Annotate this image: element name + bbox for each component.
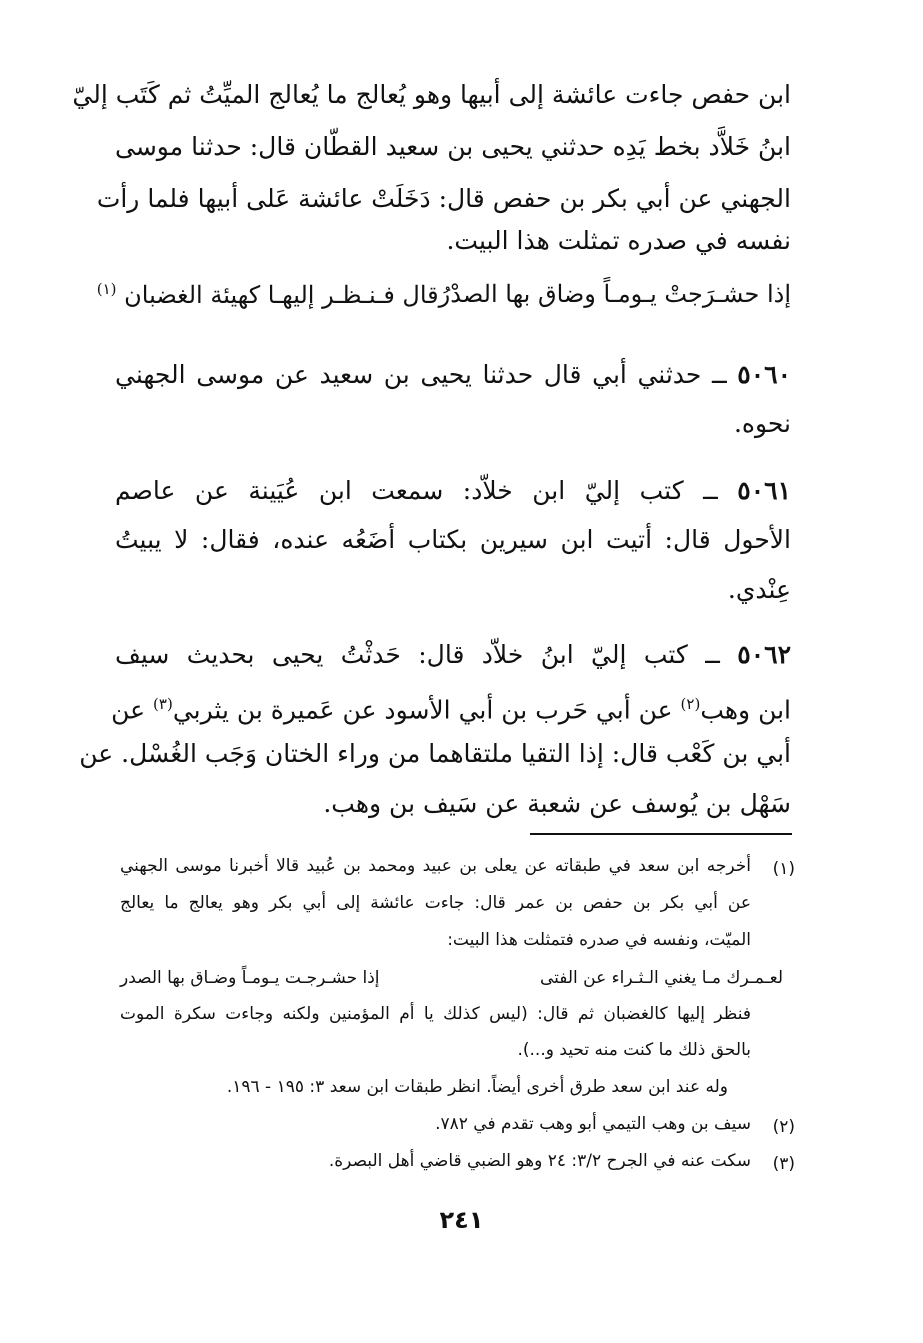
text-line: نحوه.	[733, 409, 791, 438]
hadith-number: ٥٠٦٠	[737, 360, 791, 389]
footnote-number: (٢)	[772, 1117, 795, 1137]
verse-second-hemistich: إذا حشـرجـت يـومـاً وضـاق بها الصدر	[120, 968, 380, 988]
page-number: ٢٤١	[439, 1206, 484, 1234]
footnote-marker: (١)	[96, 279, 117, 298]
hadith-number: ٥٠٦٢	[737, 640, 792, 669]
footnote-line: بالحق ذلك ما كنت منه تحيد و...).	[517, 1040, 751, 1060]
footnote-separator	[530, 833, 792, 835]
verse-second-hemistich: قال فـنـظـر إليهـا كهيئة الغضبان $^{(١)}$	[96, 279, 439, 309]
verse-first-hemistich: لعـمـرك مـا يغني الـثـراء عن الفتى	[539, 968, 783, 988]
footnote-verse	[120, 963, 783, 993]
footnote-line: وله عند ابن سعد طرق أخرى أيضاً. انظر طبقات ابن سعد ٣: ١٩٥ - ١٩٦.	[226, 1077, 728, 1097]
footnote-marker: (٣)	[153, 695, 173, 713]
text-line: سَهْل بن يُوسف عن شعبة عن سَيف بن وهب.	[323, 789, 791, 818]
text-line: نفسه في صدره تمثلت هذا البيت.	[446, 226, 791, 255]
hadith-5060-line: ٥٠٦٠ ــ حدثني أبي قال حدثنا يحيى بن سعيد عن موسى الجهني	[115, 360, 791, 389]
text-line: عِنْدي.	[727, 575, 791, 604]
footnote-line: سكت عنه في الجرح ٣/٢: ٢٤ وهو الضبي قاضي أهل البصرة.	[328, 1151, 751, 1171]
footnote-line: أخرجه ابن سعد في طبقاته عن يعلى بن عبيد ومحمد بن عُبيد قالا أخبرنا موسى الجهني	[120, 856, 751, 876]
text-line: الأحول قال: أتيت ابن سيرين بكتاب أضَعُه عنده، فقال: لا يبيتُ	[115, 525, 791, 554]
verse-first-hemistich: إذا حشـرَجتْ يـومـاً وضاق بها الصدْرُ	[438, 280, 791, 308]
text-line: ابنُ خَلاَّد بخط يَدِه حدثني يحيى بن سعيد القطّان قال: حدثنا موسى	[115, 132, 791, 161]
footnote-line: الميّت، ونفسه في صدره فتمثلت هذا البيت:	[447, 930, 751, 950]
hadith-5061-line: ٥٠٦١ ــ كتب إليّ ابن خلاّد: سمعت ابن عُيَينة عن عاصم	[115, 476, 791, 505]
footnote-line: فنظر إليها كالغضبان ثم قال: (ليس كذلك يا أم المؤمنين ولكنه وجاءت سكرة الموت	[120, 1004, 751, 1024]
footnote-number: (٣)	[772, 1154, 795, 1174]
text-line: ابن حفص جاءت عائشة إلى أبيها وهو يُعالج ما يُعالج الميِّتُ ثم كَتَب إليّ	[72, 80, 791, 109]
footnote-marker: (٢)	[680, 695, 701, 713]
text-line: أبي بن كَعْب قال: إذا التقيا ملتقاهما من وراء الختان وَجَب الغُسْل. عن	[79, 739, 791, 768]
text-line: ابن وهب$^{(٢)}$ عن أبي حَرب بن أبي الأسود عن عَميرة بن يثربي$^{(٣)}$ عن	[111, 695, 791, 725]
footnote-number: (١)	[772, 859, 795, 879]
footnote-line: سيف بن وهب التيمي أبو وهب تقدم في ٧٨٢.	[435, 1114, 751, 1134]
hadith-5062-line: ٥٠٦٢ ــ كتب إليّ ابنُ خلاّد قال: حَدثْتُ يحيى بحديث سيف	[115, 640, 792, 669]
text-line: الجهني عن أبي بكر بن حفص قال: دَخَلَتْ عائشة عَلى أبيها فلما رأت	[96, 184, 791, 213]
hadith-number: ٥٠٦١	[737, 476, 791, 505]
footnote-line: عن أبي بكر بن حفص بن عمر قال: جاءت عائشة إلى أبي بكر وهو يعالج ما يعالج	[120, 893, 751, 913]
poetry-verse	[96, 272, 791, 316]
